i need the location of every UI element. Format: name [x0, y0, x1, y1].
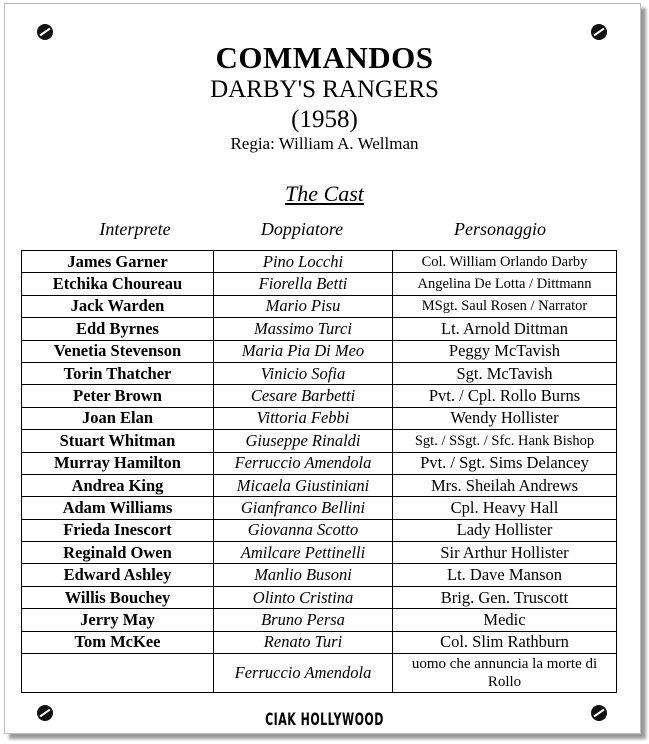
actor-cell: Stuart Whitman: [22, 430, 214, 452]
voice-cell: Gianfranco Bellini: [214, 497, 393, 519]
table-row: [22, 295, 617, 317]
release-year: (1958): [291, 106, 358, 133]
table-row: [22, 362, 617, 384]
role-cell: Cpl. Heavy Hall: [393, 497, 617, 519]
role-cell: MSgt. Saul Rosen / Narrator: [393, 295, 617, 317]
voice-cell: Fiorella Betti: [214, 273, 393, 295]
actor-cell: Edd Byrnes: [22, 318, 214, 340]
film-title: COMMANDOS: [215, 40, 434, 75]
voice-cell: Ferruccio Amendola: [214, 654, 393, 693]
column-header-role: Personaggio: [454, 219, 546, 239]
role-cell: Lt. Dave Manson: [393, 564, 617, 586]
table-row: [22, 251, 617, 273]
actor-cell: Willis Bouchey: [22, 586, 214, 608]
table-row: [22, 542, 617, 564]
cast-table: [21, 250, 617, 693]
actor-cell: James Garner: [22, 251, 214, 273]
role-cell: Lady Hollister: [393, 519, 617, 541]
actor-cell: Joan Elan: [22, 407, 214, 429]
voice-cell: Cesare Barbetti: [214, 385, 393, 407]
table-row: [22, 474, 617, 496]
column-header-voice: Doppiatore: [260, 219, 344, 239]
voice-cell: Manlio Busoni: [214, 564, 393, 586]
voice-cell: Renato Turi: [214, 631, 393, 653]
role-cell: Peggy McTavish: [393, 340, 617, 362]
actor-cell: Edward Ashley: [22, 564, 214, 586]
actor-cell: Adam Williams: [22, 497, 214, 519]
actor-cell: Etchika Choureau: [22, 273, 214, 295]
ciak-hollywood-logo: CIAK HOLLYWOOD: [265, 709, 384, 730]
voice-cell: Bruno Persa: [214, 609, 393, 631]
voice-cell: Amilcare Pettinelli: [214, 542, 393, 564]
voice-cell: Mario Pisu: [214, 295, 393, 317]
table-row: [22, 318, 617, 340]
role-cell: Col. William Orlando Darby: [393, 251, 617, 273]
actor-cell: Murray Hamilton: [22, 452, 214, 474]
actor-cell: Reginald Owen: [22, 542, 214, 564]
voice-cell: Giuseppe Rinaldi: [214, 430, 393, 452]
role-cell: Lt. Arnold Dittman: [393, 318, 617, 340]
table-row: [22, 385, 617, 407]
original-title: DARBY'S RANGERS: [210, 76, 439, 103]
table-row: [22, 452, 617, 474]
actor-cell: Venetia Stevenson: [22, 340, 214, 362]
cast-heading: The Cast: [285, 181, 364, 206]
table-row: [22, 586, 617, 608]
voice-cell: Maria Pia Di Meo: [214, 340, 393, 362]
actor-cell: Jerry May: [22, 609, 214, 631]
role-cell: Angelina De Lotta / Dittmann: [393, 273, 617, 295]
actor-cell: Tom McKee: [22, 631, 214, 653]
voice-cell: Vittoria Febbi: [214, 407, 393, 429]
screw-icon: [591, 24, 607, 40]
voice-cell: Micaela Giustiniani: [214, 474, 393, 496]
table-row: [22, 609, 617, 631]
actor-cell: Andrea King: [22, 474, 214, 496]
role-cell: Brig. Gen. Truscott: [393, 586, 617, 608]
voice-cell: Olinto Cristina: [214, 586, 393, 608]
column-header-actor: Interprete: [99, 219, 171, 239]
role-cell: Sgt. McTavish: [393, 362, 617, 384]
voice-cell: Giovanna Scotto: [214, 519, 393, 541]
actor-cell: Peter Brown: [22, 385, 214, 407]
role-cell: Wendy Hollister: [393, 407, 617, 429]
role-cell: Sgt. / SSgt. / Sfc. Hank Bishop: [393, 430, 617, 452]
role-cell: Pvt. / Cpl. Rollo Burns: [393, 385, 617, 407]
role-cell: Pvt. / Sgt. Sims Delancey: [393, 452, 617, 474]
role-cell: Sir Arthur Hollister: [393, 542, 617, 564]
screw-icon: [37, 24, 53, 40]
role-cell: Mrs. Sheilah Andrews: [393, 474, 617, 496]
voice-cell: Vinicio Sofia: [214, 362, 393, 384]
table-row: [22, 497, 617, 519]
table-row: [22, 654, 617, 693]
voice-cell: Pino Locchi: [214, 251, 393, 273]
actor-cell: Frieda Inescort: [22, 519, 214, 541]
actor-cell: Jack Warden: [22, 295, 214, 317]
table-row: [22, 407, 617, 429]
table-row: [22, 430, 617, 452]
role-cell: Col. Slim Rathburn: [393, 631, 617, 653]
table-row: [22, 564, 617, 586]
role-cell: uomo che annuncia la morte di Rollo: [393, 654, 617, 693]
director: Regia: William A. Wellman: [230, 134, 419, 153]
table-row: [22, 631, 617, 653]
table-row: [22, 340, 617, 362]
voice-cell: Ferruccio Amendola: [214, 452, 393, 474]
actor-cell: Torin Thatcher: [22, 362, 214, 384]
actor-cell: [22, 654, 214, 693]
voice-cell: Massimo Turci: [214, 318, 393, 340]
table-row: [22, 273, 617, 295]
table-row: [22, 519, 617, 541]
role-cell: Medic: [393, 609, 617, 631]
